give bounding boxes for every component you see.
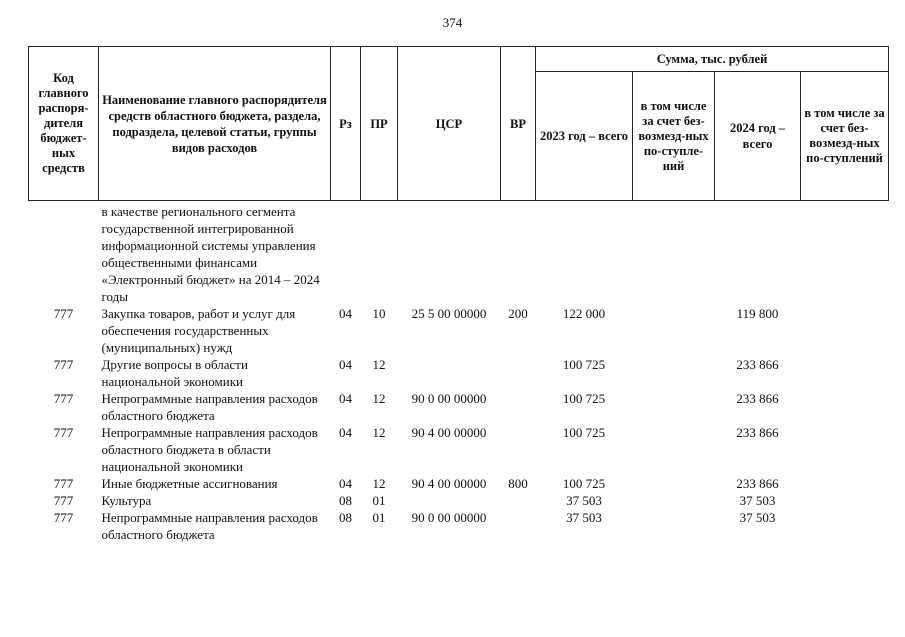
- cell-csr: [398, 201, 501, 306]
- cell-rz: 04: [339, 476, 352, 491]
- cell-csr: 90 0 00 00000: [411, 510, 487, 525]
- cell-2024-free: [801, 356, 889, 390]
- table-row: [29, 424, 889, 475]
- cell-2024-free: [801, 475, 889, 492]
- cell-csr: [398, 492, 501, 509]
- table-row: [29, 305, 889, 356]
- cell-2024-free: [801, 201, 889, 306]
- cell-2024-total: 233 866: [736, 476, 779, 491]
- cell-name: Другие вопросы в области национальной экономики: [101, 357, 248, 389]
- header-code: Код главного распоря-дителя бюджет-ных средств: [29, 47, 99, 201]
- page-number: 374: [442, 15, 463, 30]
- budget-table: [28, 46, 889, 543]
- cell-2024-total: 37 503: [739, 510, 776, 525]
- cell-2023-free: [633, 201, 715, 306]
- cell-2023-free: [633, 492, 715, 509]
- cell-2023-total: 37 503: [566, 510, 602, 525]
- cell-code: [29, 201, 99, 306]
- cell-name: Непрограммные направления расходов областного бюджета: [101, 391, 318, 423]
- cell-pr: 12: [372, 357, 386, 372]
- cell-pr: 01: [372, 493, 386, 508]
- header-incl-2024: в том числе за счет без-возмезд-ных по-ступлений: [801, 72, 889, 201]
- cell-code: 777: [53, 306, 74, 321]
- cell-2024-total: 37 503: [739, 493, 776, 508]
- cell-code: 777: [53, 493, 74, 508]
- cell-2024-total: 233 866: [736, 391, 779, 406]
- cell-code: 777: [53, 510, 74, 525]
- cell-2023-free: [633, 356, 715, 390]
- header-vr: ВР: [501, 47, 536, 201]
- cell-code: 777: [53, 357, 74, 372]
- cell-vr: [501, 492, 536, 509]
- cell-2023-free: [633, 475, 715, 492]
- cell-2024-free: [801, 509, 889, 543]
- cell-rz: 04: [339, 425, 352, 440]
- cell-2024-free: [801, 390, 889, 424]
- cell-vr: 800: [508, 476, 528, 491]
- cell-vr: [501, 424, 536, 475]
- cell-2023-free: [633, 390, 715, 424]
- header-total-2024: 2024 год – всего: [715, 72, 801, 201]
- cell-pr: [361, 201, 398, 306]
- cell-2024-total: 233 866: [736, 425, 779, 440]
- header-total-2023: 2023 год – всего: [536, 72, 633, 201]
- header-csr: ЦСР: [398, 47, 501, 201]
- cell-2023-total: 122 000: [562, 306, 606, 321]
- cell-csr: 25 5 00 00000: [411, 306, 487, 321]
- cell-2023-total: 37 503: [566, 493, 602, 508]
- cell-csr: 90 4 00 00000: [411, 425, 487, 440]
- cell-2024-free: [801, 492, 889, 509]
- cell-2023-total: 100 725: [562, 476, 606, 491]
- cell-name: в качестве регионального сегмента государственной интегрированной информационной системы управления общественными финансами «Электронный бюджет» на 2014 – 2024 годы: [101, 204, 320, 304]
- cell-vr: [501, 509, 536, 543]
- cell-name: Культура: [101, 493, 152, 508]
- cell-vr: [501, 356, 536, 390]
- cell-vr: 200: [508, 306, 528, 321]
- cell-rz: 04: [339, 306, 352, 321]
- header-sum-group: Сумма, тыс. рублей: [536, 47, 889, 72]
- cell-code: 777: [53, 476, 74, 491]
- cell-vr: [501, 390, 536, 424]
- cell-2023-free: [633, 305, 715, 356]
- cell-2023-total: 100 725: [562, 425, 606, 440]
- header-pr: ПР: [361, 47, 398, 201]
- table-row: [29, 475, 889, 492]
- table-header: [29, 47, 889, 201]
- cell-2024-free: [801, 424, 889, 475]
- cell-code: 777: [53, 425, 74, 440]
- cell-2023-total: 100 725: [562, 391, 606, 406]
- table-row: [29, 201, 889, 306]
- cell-2023-free: [633, 424, 715, 475]
- table-row: [29, 390, 889, 424]
- cell-2023-total: 100 725: [562, 357, 606, 372]
- cell-csr: 90 0 00 00000: [411, 391, 487, 406]
- header-rz: Рз: [331, 47, 361, 201]
- cell-2024-total: 119 800: [736, 306, 779, 321]
- header-incl-2023: в том числе за счет без-возмезд-ных по-ступле-ний: [633, 72, 715, 201]
- cell-code: 777: [53, 391, 74, 406]
- table-row: [29, 492, 889, 509]
- cell-2024-free: [801, 305, 889, 356]
- cell-rz: 08: [339, 510, 352, 525]
- cell-pr: 12: [372, 476, 386, 491]
- cell-2023-free: [633, 509, 715, 543]
- cell-rz: 04: [339, 391, 352, 406]
- table-row: [29, 509, 889, 543]
- cell-name: Непрограммные направления расходов областного бюджета: [101, 510, 318, 542]
- cell-pr: 12: [372, 425, 386, 440]
- cell-pr: 10: [372, 306, 386, 321]
- cell-rz: 08: [339, 493, 352, 508]
- cell-pr: 12: [372, 391, 386, 406]
- cell-2024-total: [715, 201, 801, 306]
- cell-csr: [398, 356, 501, 390]
- table-body: [29, 201, 889, 544]
- cell-name: Закупка товаров, работ и услуг для обеспечения государственных (муниципальных) нужд: [101, 306, 296, 355]
- cell-vr: [501, 201, 536, 306]
- cell-2023-total: [536, 201, 633, 306]
- cell-pr: 01: [372, 510, 386, 525]
- cell-rz: [331, 201, 361, 306]
- header-name: Наименование главного распорядителя средств областного бюджета, раздела, подраздела, целевой статьи, группы видов расходов: [99, 47, 331, 201]
- cell-name: Иные бюджетные ассигнования: [101, 476, 278, 491]
- cell-rz: 04: [339, 357, 352, 372]
- cell-csr: 90 4 00 00000: [411, 476, 487, 491]
- table-row: [29, 356, 889, 390]
- cell-2024-total: 233 866: [736, 357, 779, 372]
- cell-name: Непрограммные направления расходов областного бюджета в области национальной экономики: [101, 425, 318, 474]
